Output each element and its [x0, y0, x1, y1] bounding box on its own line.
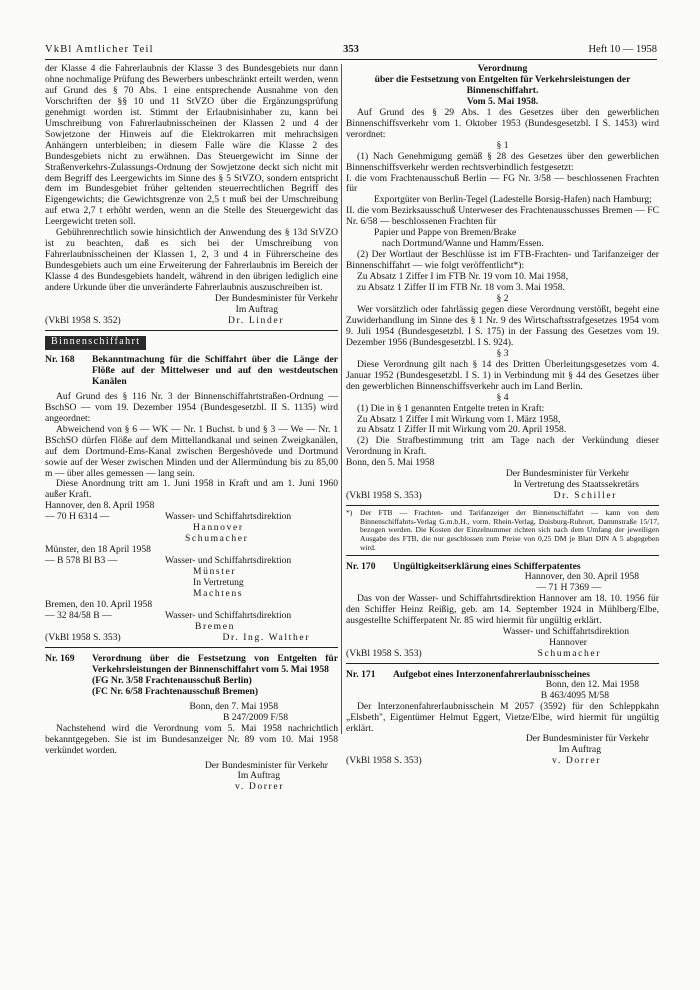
paragraph: Der Interzonenfahrerlaubnisschein M 2057 (3592) für den Schleppkahn „Elsbeth", Eigentümer Helmut Eggert, Vietze/Elbe, wird hiermit für ungültig erklärt. — [346, 700, 659, 734]
reference-number: B 247/2009 F/58 — [222, 711, 288, 723]
reference-number: — 71 H 7369 — — [536, 582, 601, 594]
signature-city: Hannover — [193, 522, 244, 534]
signatory-name: v. Dorrer — [235, 781, 284, 793]
signature-line — [346, 649, 659, 660]
signature-city: Bremen — [195, 620, 235, 632]
signature-line — [45, 556, 338, 567]
right-column — [346, 64, 659, 767]
notice-title: Aufgebot eines Interzonenfahrerlaubnisscheines — [393, 668, 591, 680]
notice-date: Hannover, den 30. April 1958 — [524, 571, 639, 583]
list-item: Zu Absatz 1 Ziffer I im FTB Nr. 19 vom 10. Mai 1958, — [357, 271, 569, 283]
ordinance-title: Verordnung — [477, 63, 528, 74]
signatory-name: Dr. Linder — [228, 314, 284, 326]
citation-ref: (VkBl 1958 S. 353) — [346, 490, 422, 502]
notice-number: Nr. 169 — [45, 652, 75, 664]
list-item: zu Absatz 1 Ziffer II mit Wirkung vom 20. April 1958. — [357, 424, 567, 436]
list-item: Exportgüter von Berlin-Tegel (Ladestelle Borsig-Hafen) nach Hamburg; — [374, 194, 652, 206]
signature-role: In Vertretung des Staatssekretärs — [513, 479, 639, 491]
notice-title: Ungültigkeitserklärung eines Schifferpatentes — [393, 561, 581, 573]
left-column — [45, 64, 338, 793]
paragraph: Gebührenrechtlich sowie hinsichtlich der Anwendung des § 13d StVZO ist zu beachten, daß es sich bei der Umschreibung von Fahrerlaubnisscheinen der Klassen 1, 2, 3 und 4 in Führerscheine des Bundesgebiets auch um eine Erweiterung der Fahrerlaubnis im Bereich der Klasse 4 des Bundesgebiets handelt, während in den übrigen lediglich eine andere Urkunde über die unveränderte Fahrerlaubnis auszuschreiben ist. — [45, 227, 338, 294]
section-rule — [45, 647, 338, 648]
section-rule — [45, 330, 338, 331]
header-issue: Heft 10 — 1958 — [588, 44, 657, 55]
notice-subtitle: (FG Nr. 3/58 Frachtenausschuß Berlin) — [92, 674, 252, 686]
signatory-name: Schumacher — [185, 533, 249, 545]
signatory-name: v. Dorrer — [552, 755, 601, 767]
signature-line — [45, 611, 338, 622]
notice-number: Nr. 168 — [45, 353, 75, 365]
paragraph: Das von der Wasser- und Schiffahrtsdirektion Hannover am 18. 10. 1956 für den Schiffer Heinz Reißig, geb. am 14. September 1924 in Mühlberg/Elbe, ausgestellte Schifferpatent Nr. 85 wird hiermit für ungültig erklärt. — [346, 593, 659, 626]
paragraph: Auf Grund des § 116 Nr. 3 der Binnenschiffahrtstraßen-Ordnung — BschSO — vom 19. Dezember 1954 (Bundesgesetzbl. II S. 1135) wird angeordnet: — [45, 390, 338, 424]
section-rule — [346, 555, 659, 556]
section-heading: Binnenschiffahrt — [45, 336, 146, 350]
list-item: I. die vom Frachtenausschuß Berlin — FG Nr. 3/58 — beschlossenen Frachten für — [346, 172, 659, 195]
citation-ref: (VkBl 1958 S. 353) — [346, 647, 422, 659]
section-number: § 1 — [496, 139, 509, 151]
paragraph: (2) Die Strafbestimmung tritt am Tage nach der Verkündung dieser Verordnung in Kraft. — [346, 435, 659, 458]
signature-line — [346, 756, 659, 767]
signature-role: Im Auftrag — [237, 770, 280, 782]
signature-authority: Der Bundesminister für Verkehr — [505, 468, 629, 480]
paragraph: Diese Anordnung tritt am 1. Juni 1958 in Kraft und am 1. Juni 1960 außer Kraft. — [45, 478, 338, 501]
footnote-rule — [346, 505, 659, 506]
citation-ref: (VkBl 1958 S. 353) — [45, 631, 121, 643]
paragraph: Abweichend von § 6 — WK — Nr. 1 Buchst. b und § 3 — We — Nr. 1 BSchSO dürfen Flöße auf dem Mittellandkanal und seinen Zweigkanälen, auf dem Dortmund-Ems-Kanal zwischen Bergeshövede und Dortmund sowie auf der Weser zwischen Minden und der Allermündung bis zu 85,00 m — über alles gemessen — lang sein. — [45, 423, 338, 479]
continued-paragraph: der Klasse 4 die Fahrerlaubnis der Klasse 3 des Bundesgebiets nur dann ohne nochmalige Prüfung des Bewerbers unbeschränkt erteilt werden, wenn auf Grund des § 70 Abs. 1 eine entsprechende Ausnahme von den Vorschriften der §§ 10 und 11 StVZO über die Ergänzungsprüfung genehmigt worden ist. Stimmt der Erlaubnisinhaber zu, kann bei Umschreibung von Fahrerlaubnisscheinen der Klassen 2 und 4 der Sowjetzone der Hinweis auf die Elektrokarren mit mehrachsigen Anhängern unterbleiben; in diesem Falle wäre die Klasse 2 des Bundesgebiets nicht zu erwähnen. Das Steuergewicht im Sinne der Straßenverkehrs-Zulassungs-Ordnung der Sowjetzone deckt sich nicht mit dem Begriff des Leergewichts im Sinne des § 5 StVZO, sondern entspricht dem im Bundesgebiet früher geltenden steuerrechtlichen Begriff des Eigengewichts; die Gewichtsgrenze von 2,5 t muß bei der Umschreibung auf etwa 2,7 t erhöht werden, wenn an die Stelle des Steuergewicht das Leergewicht treten soll. — [45, 63, 338, 228]
section-rule — [346, 663, 659, 664]
notice-title: Bekanntmachung für die Schiffahrt über die Länge der Flöße auf der Mittelweser und auf den westdeutschen Kanälen — [92, 353, 338, 387]
signatory-name: Dr. Ing. Walther — [222, 631, 310, 643]
paragraph: Wer vorsätzlich oder fahrlässig gegen diese Verordnung verstößt, begeht eine Zuwiderhandlung im Sinne des § 1 Nr. 9 des Wirtschaftsstrafgesetzes 1954 vom 9. Juli 1954 (Bundesgesetzbl. I S. 175) in der Fassung des Gesetzes vom 19. Dezember 1956 (Bundesgesetzbl. I S. 924). — [346, 303, 659, 348]
list-item: Papier und Pappe von Bremen/Brake — [374, 227, 517, 239]
ordinance-date: Vom 5. Mai 1958. — [466, 95, 539, 107]
paragraph: Diese Verordnung gilt nach § 14 des Dritten Überleitungsgesetzes vom 4. Januar 1952 (Bundesgesetzbl. I S. 1) in Verbindung mit § 44 des Gesetzes über den gewerblichen Binnenschiffsverkehr auch im Land Berlin. — [346, 358, 659, 392]
signature-place: Münster, den 18 April 1958 — [45, 544, 151, 556]
paragraph: (2) Der Wortlaut der Beschlüsse ist im FTB-Frachten- und Tarifanzeiger der Binnenschiffahrt — wie folgt veröffentlicht*): — [346, 249, 659, 272]
paragraph: Nachstehend wird die Verordnung vom 5. Mai 1958 nachrichtlich bekanntgegeben. Sie ist im Bundesanzeiger Nr. 89 vom 10. Mai 1958 verkündet worden. — [45, 722, 338, 756]
signature-place: Hannover, den 8. April 1958 — [45, 500, 155, 512]
notice-date: Bonn, den 7. Mai 1958 — [189, 700, 278, 712]
list-item: zu Absatz 1 Ziffer II im FTB Nr. 18 vom 3. Mai 1958. — [357, 282, 565, 294]
signature-authority: Wasser- und Schiffahrtsdirektion — [165, 511, 292, 523]
signature-place: Bremen, den 10. April 1958 — [45, 598, 153, 610]
signatory-name: Schumacher — [537, 647, 601, 659]
reference-number: — 70 H 6314 — — [45, 511, 110, 523]
citation-ref: (VkBl 1958 S. 352) — [45, 314, 121, 326]
signature-role: In Vertretung — [193, 577, 244, 589]
signature-line — [346, 491, 659, 502]
notice-subtitle: (FC Nr. 6/58 Frachtenausschuß Bremen) — [92, 685, 259, 697]
notice-heading-169 — [45, 653, 338, 697]
signature-place: Bonn, den 5. Mai 1958 — [346, 457, 435, 469]
footnote-marker: *) — [346, 508, 353, 518]
list-item: Zu Absatz 1 Ziffer I mit Wirkung vom 1. März 1958, — [357, 413, 561, 425]
notice-number: Nr. 171 — [346, 668, 376, 680]
signature-authority: Der Bundesminister für Verkehr — [204, 759, 328, 771]
signature-authority: Wasser- und Schiffahrtsdirektion — [165, 555, 292, 567]
reference-number: B 463/4095 M/58 — [540, 689, 609, 701]
reference-number: — B 578 Bl B3 — — [45, 555, 118, 567]
footnote-text: Der FTB — Frachten- und Tarifanzeiger der Binnenschiffahrt — kann von dem Binnenschiffahrts-Verlag G.m.b.H., vorm. Rhein-Verlag, Duisburg-Ruhrort, Dammstraße 15/17, bezogen werden. Die Kosten der Einzelnummer richten sich nach dem Umfang der jeweiligen Ausgabe des FTB, die nur geschlossen zum Preise von 0,25 DM je Blatt DIN A 5 abgegeben wird. — [360, 508, 659, 552]
citation-ref: (VkBl 1958 S. 353) — [346, 755, 422, 767]
signature-role: Im Auftrag — [558, 744, 601, 756]
signature-line — [45, 512, 338, 523]
notice-title: Verordnung über die Festsetzung von Entgelten für Verkehrsleistungen der Binnenschiffahrt vom 5. Mai 1958 (FG Nr. 3/58 Frachtenausschuß Berlin) (FC Nr. 6/58 Frachtenausschuß Bremen) — [92, 652, 338, 697]
signature-city: Hannover — [549, 636, 587, 648]
section-number: § 3 — [496, 347, 509, 359]
signature-authority: Der Bundesminister für Verkehr — [525, 733, 649, 745]
reference-number: — 32 84/58 B — — [45, 609, 112, 621]
signature-authority: Der Bundesminister für Verkehr — [214, 293, 338, 305]
column-divider — [341, 64, 342, 734]
running-header — [45, 44, 657, 60]
header-journal: VkBl Amtlicher Teil — [45, 44, 154, 55]
list-item: II. die vom Bezirksausschuß Unterweser des Frachtenausschusses Bremen — FC Nr. 6/58 — beschlossenen Frachten für — [346, 205, 659, 228]
notice-number: Nr. 170 — [346, 561, 376, 573]
signature-line — [45, 633, 338, 644]
paragraph: Auf Grund des § 29 Abs. 1 des Gesetzes über den gewerblichen Binnenschiffsverkehr vom 1. Oktober 1953 (Bundesgesetzbl. I S. 1453) wird verordnet: — [346, 106, 659, 140]
footnote — [346, 509, 659, 552]
list-item: nach Dortmund/Wanne und Hamm/Essen. — [382, 238, 544, 250]
paragraph: (1) Nach Genehmigung gemäß § 28 des Gesetzes über den gewerblichen Binnenschiffsverkehr werden rechtsverbindlich festgesetzt: — [346, 150, 659, 173]
signature-authority: Wasser- und Schiffahrtsdirektion — [165, 609, 292, 621]
header-rule — [45, 59, 657, 60]
section-number: § 2 — [496, 293, 509, 305]
paragraph: (1) Die in § 1 genannten Entgelte treten in Kraft: — [357, 402, 545, 414]
page-number: 353 — [343, 44, 359, 55]
notice-date: Bonn, den 12. Mai 1958 — [545, 678, 639, 690]
signatory-name: Dr. Schiller — [553, 490, 617, 502]
notice-heading-168 — [45, 354, 338, 387]
signature-role: Im Auftrag — [235, 303, 278, 315]
section-number: § 4 — [496, 391, 509, 403]
signature-city: Münster — [193, 566, 237, 578]
signature-authority: Wasser- und Schiffahrtsdirektion — [502, 625, 629, 637]
signatory-name: Machtens — [193, 587, 244, 599]
signature-line — [45, 316, 338, 327]
ordinance-subtitle: über die Festsetzung von Entgelten für Verkehrsleistungen der Binnenschiffahrt. — [374, 73, 631, 96]
